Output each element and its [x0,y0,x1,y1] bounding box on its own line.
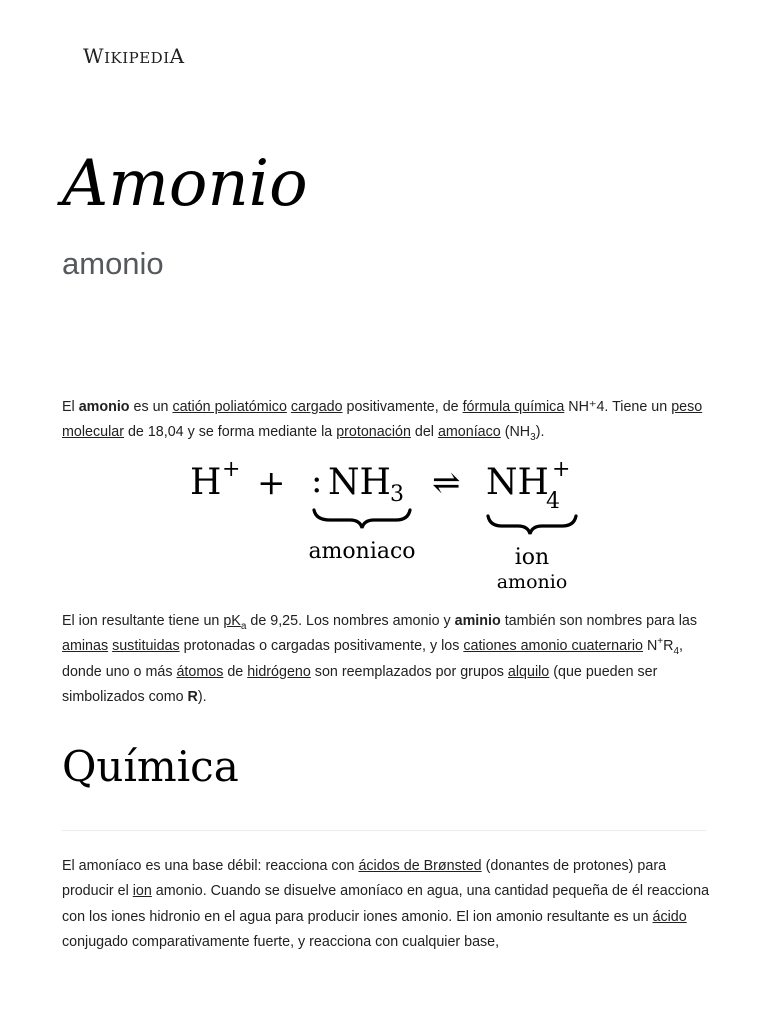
eq-lone-pair: : [311,461,323,501]
eq-nh4: NH [486,462,549,503]
wikipedia-logo[interactable] [83,44,185,68]
link-atomos[interactable]: átomos [176,663,224,680]
section-divider [62,830,706,831]
logo-letter-w: W [83,44,105,68]
page-title: Amonio [62,147,308,221]
text: NH⁺4. Tiene un [564,399,672,415]
bold-term: amonio [78,399,130,415]
link-amoniaco[interactable]: amoníaco [437,424,501,441]
eq-plus: + [257,463,286,503]
text: protonadas o cargadas positivamente, y los [179,638,464,655]
brace-label-amonio: amonio [496,571,568,593]
link-cationes-amonio-cuaternario[interactable]: cationes amonio cuaternario [463,638,643,655]
text: (que pueden ser simbolizados como [62,663,658,705]
link-acidos-de-bronsted[interactable]: ácidos de Brønsted [358,858,482,874]
text: N [642,638,658,655]
link-ion[interactable]: ion [132,883,152,900]
quimica-paragraph [62,854,712,955]
text: (NH [500,424,531,441]
underbrace-ion-amonio [488,516,576,534]
text: amonio. Cuando se disuelve amoníaco en agua, una cantidad pequeña de él reacciona con los iones hidronio en el agua para producir iones amonio. El ion amonio resultante es un [62,883,710,925]
brace-label-amoniaco: amoniaco [308,539,416,564]
text: positivamente, de [342,399,463,415]
eq-nh3-sub: 3 [390,482,404,507]
link-aminas[interactable]: aminas [62,638,109,655]
link-cargado[interactable]: cargado [290,399,343,415]
link-text: pK [223,613,241,629]
page-subtitle: amonio [62,246,164,281]
text: R [663,638,674,655]
text: El [62,399,79,415]
link-peso-molecular[interactable]: peso molecular [62,399,703,441]
subscript: 3 [530,432,536,444]
eq-nh4-charge: + [552,457,571,482]
eq-h-charge: + [222,457,241,482]
link-protonacion[interactable]: protonación [336,424,411,441]
eq-nh3: NH [328,462,391,503]
eq-equilibrium-arrow: ⇌ [432,463,461,503]
text: de 9,25. Los nombres amonio y [246,613,455,629]
link-alquilo[interactable]: alquilo [507,663,550,680]
subscript: a [240,620,247,632]
second-paragraph [62,609,712,710]
brace-label-ion: ion [514,545,550,570]
logo-letters: IKIPEDI [104,49,170,67]
link-acido[interactable]: ácido [652,908,687,925]
text: conjugado comparativamente fuerte, y reacciona con cualquier base, [62,933,500,950]
link-cation-poliatomico[interactable]: catión poliatómico [172,399,287,415]
logo-letter-a: A [169,44,185,68]
text: ). [535,424,545,441]
bold-term: aminio [454,613,501,629]
underbrace-amoniaco [314,510,410,528]
text: de [223,663,248,680]
text: (donantes de protones) para producir el [62,858,667,900]
subscript: 4 [673,646,680,658]
text: ). [197,688,207,705]
text: de 18,04 y se forma mediante la [123,424,337,441]
link-formula-quimica[interactable]: fórmula química [462,399,565,415]
text: , donde uno o más [62,638,684,680]
section-heading-quimica[interactable]: Química [62,742,239,791]
protonation-equation [180,452,600,598]
link-hidrogeno[interactable]: hidrógeno [247,663,311,680]
text: El amoníaco es una base débil: reacciona con [62,858,359,874]
link-sustituidas[interactable]: sustituidas [112,638,180,655]
text: también son nombres para las [500,613,698,629]
link-pka[interactable] [223,613,247,632]
text: son reemplazados por grupos [310,663,508,680]
eq-nh4-sub: 4 [546,489,560,514]
text: El ion resultante tiene un [62,613,224,629]
superscript: + [657,636,664,648]
bold-term: R [187,688,198,705]
text: es un [129,399,173,415]
text: del [410,424,438,441]
intro-paragraph [62,395,712,446]
eq-h: H [190,462,222,503]
